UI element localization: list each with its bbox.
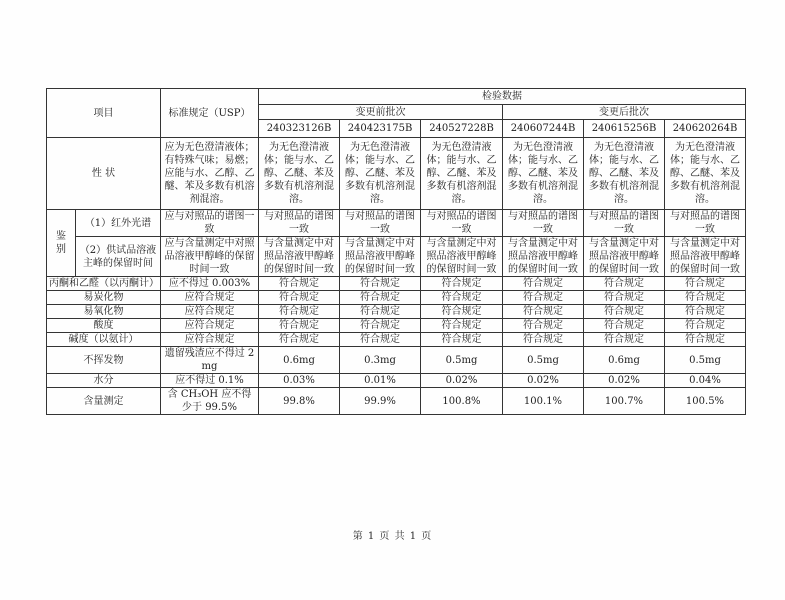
batch-number: 240620264B	[665, 120, 746, 138]
value-cell: 100.1%	[503, 388, 584, 415]
standard-cell: 遗留残渣应不得过 2mg	[161, 347, 259, 374]
standard-cell: 应与含量测定中对照品溶液甲醇峰的保留时间一致	[161, 237, 259, 277]
value-cell: 0.3mg	[340, 347, 421, 374]
value-cell: 为无色澄清液体；能与水、乙醇、乙醚、苯及多数有机溶剂混溶。	[340, 138, 421, 210]
row-label-appearance: 性 状	[47, 138, 161, 210]
identification-label: 鉴别	[56, 231, 66, 255]
standard-cell: 应为无色澄清液体；有特殊气味；易燃；应能与水、乙醇、乙醚、苯及多数有机溶剂混溶。	[161, 138, 259, 210]
inspection-data-table	[46, 88, 746, 415]
value-cell: 符合规定	[503, 319, 584, 333]
value-cell: 0.02%	[421, 374, 503, 388]
value-cell: 99.9%	[340, 388, 421, 415]
row-label-carbonizable: 易炭化物	[47, 291, 161, 305]
value-cell: 与对照品的谱图一致	[665, 210, 746, 237]
row-label-acidity: 酸度	[47, 319, 161, 333]
value-cell: 0.02%	[503, 374, 584, 388]
row-label-nonvolatile: 不挥发物	[47, 347, 161, 374]
batch-number: 240615256B	[584, 120, 665, 138]
value-cell: 0.03%	[259, 374, 340, 388]
batch-number: 240423175B	[340, 120, 421, 138]
value-cell: 符合规定	[503, 291, 584, 305]
batch-number: 240607244B	[503, 120, 584, 138]
value-cell: 符合规定	[665, 291, 746, 305]
batch-number: 240323126B	[259, 120, 340, 138]
value-cell: 符合规定	[421, 291, 503, 305]
batch-number: 240527228B	[421, 120, 503, 138]
table-row	[47, 291, 746, 305]
value-cell: 为无色澄清液体；能与水、乙醇、乙醚、苯及多数有机溶剂混溶。	[584, 138, 665, 210]
value-cell: 符合规定	[665, 333, 746, 347]
value-cell: 为无色澄清液体；能与水、乙醇、乙醚、苯及多数有机溶剂混溶。	[259, 138, 340, 210]
value-cell: 符合规定	[665, 305, 746, 319]
value-cell: 99.8%	[259, 388, 340, 415]
standard-cell: 应不得过 0.1%	[161, 374, 259, 388]
value-cell: 与含量测定中对照品溶液甲醇峰的保留时间一致	[503, 237, 584, 277]
value-cell: 与对照品的谱图一致	[503, 210, 584, 237]
value-cell: 与对照品的谱图一致	[259, 210, 340, 237]
value-cell: 与对照品的谱图一致	[340, 210, 421, 237]
value-cell: 符合规定	[584, 333, 665, 347]
value-cell: 0.01%	[340, 374, 421, 388]
value-cell: 为无色澄清液体；能与水、乙醇、乙醚、苯及多数有机溶剂混溶。	[421, 138, 503, 210]
value-cell: 符合规定	[421, 319, 503, 333]
page-number-footer: 第 1 页 共 1 页	[352, 531, 433, 542]
table-row	[47, 210, 746, 237]
value-cell: 100.7%	[584, 388, 665, 415]
value-cell: 与含量测定中对照品溶液甲醇峰的保留时间一致	[665, 237, 746, 277]
standard-cell: 应与对照品的谱图一致	[161, 210, 259, 237]
value-cell: 为无色澄清液体；能与水、乙醇、乙醚、苯及多数有机溶剂混溶。	[665, 138, 746, 210]
standard-cell: 含 CH₃OH 应不得少于 99.5%	[161, 388, 259, 415]
value-cell: 符合规定	[584, 291, 665, 305]
column-header-inspection-data: 检验数据	[259, 89, 746, 105]
row-label-water: 水分	[47, 374, 161, 388]
value-cell: 符合规定	[340, 333, 421, 347]
value-cell: 100.5%	[665, 388, 746, 415]
table-row	[47, 388, 746, 415]
value-cell: 符合规定	[259, 305, 340, 319]
table-row	[47, 374, 746, 388]
row-group-label-identification	[47, 210, 76, 277]
column-header-before-change: 变更前批次	[259, 105, 503, 120]
value-cell: 符合规定	[259, 277, 340, 291]
value-cell: 与含量测定中对照品溶液甲醇峰的保留时间一致	[259, 237, 340, 277]
value-cell: 0.5mg	[421, 347, 503, 374]
value-cell: 与对照品的谱图一致	[421, 210, 503, 237]
row-label-assay: 含量测定	[47, 388, 161, 415]
value-cell: 0.6mg	[259, 347, 340, 374]
standard-cell: 应不得过 0.003%	[161, 277, 259, 291]
row-label-oxidizable: 易氧化物	[47, 305, 161, 319]
value-cell: 符合规定	[503, 277, 584, 291]
value-cell: 0.04%	[665, 374, 746, 388]
table-row	[47, 305, 746, 319]
value-cell: 100.8%	[421, 388, 503, 415]
value-cell: 0.02%	[584, 374, 665, 388]
standard-cell: 应符合规定	[161, 319, 259, 333]
value-cell: 符合规定	[340, 305, 421, 319]
row-label-ir-spectrum: （1）红外光谱	[76, 210, 161, 237]
value-cell: 符合规定	[259, 291, 340, 305]
table-row	[47, 347, 746, 374]
value-cell: 符合规定	[340, 291, 421, 305]
column-header-after-change: 变更后批次	[503, 105, 746, 120]
row-label-acetone-acetaldehyde: 丙酮和乙醛（以丙酮计）	[47, 277, 161, 291]
standard-cell: 应符合规定	[161, 333, 259, 347]
value-cell: 符合规定	[503, 305, 584, 319]
value-cell: 符合规定	[421, 333, 503, 347]
value-cell: 符合规定	[503, 333, 584, 347]
value-cell: 0.6mg	[584, 347, 665, 374]
value-cell: 符合规定	[421, 305, 503, 319]
value-cell: 符合规定	[340, 277, 421, 291]
table-row	[47, 237, 746, 277]
value-cell: 符合规定	[584, 305, 665, 319]
table-row	[47, 333, 746, 347]
standard-cell: 应符合规定	[161, 305, 259, 319]
row-label-retention-time: （2）供试品溶液主峰的保留时间	[76, 237, 161, 277]
table-row	[47, 277, 746, 291]
value-cell: 0.5mg	[665, 347, 746, 374]
value-cell: 与含量测定中对照品溶液甲醇峰的保留时间一致	[421, 237, 503, 277]
value-cell: 符合规定	[665, 319, 746, 333]
value-cell: 符合规定	[584, 319, 665, 333]
table-row	[47, 319, 746, 333]
value-cell: 符合规定	[665, 277, 746, 291]
value-cell: 符合规定	[584, 277, 665, 291]
value-cell: 为无色澄清液体；能与水、乙醇、乙醚、苯及多数有机溶剂混溶。	[503, 138, 584, 210]
column-header-item: 项目	[47, 89, 161, 138]
value-cell: 符合规定	[259, 333, 340, 347]
value-cell: 0.5mg	[503, 347, 584, 374]
table-row	[47, 138, 746, 210]
value-cell: 符合规定	[340, 319, 421, 333]
value-cell: 与对照品的谱图一致	[584, 210, 665, 237]
row-label-alkalinity: 碱度（以氨计）	[47, 333, 161, 347]
value-cell: 符合规定	[259, 319, 340, 333]
value-cell: 与含量测定中对照品溶液甲醇峰的保留时间一致	[584, 237, 665, 277]
column-header-standard: 标准规定（USP）	[161, 89, 259, 138]
standard-cell: 应符合规定	[161, 291, 259, 305]
value-cell: 符合规定	[421, 277, 503, 291]
value-cell: 与含量测定中对照品溶液甲醇峰的保留时间一致	[340, 237, 421, 277]
